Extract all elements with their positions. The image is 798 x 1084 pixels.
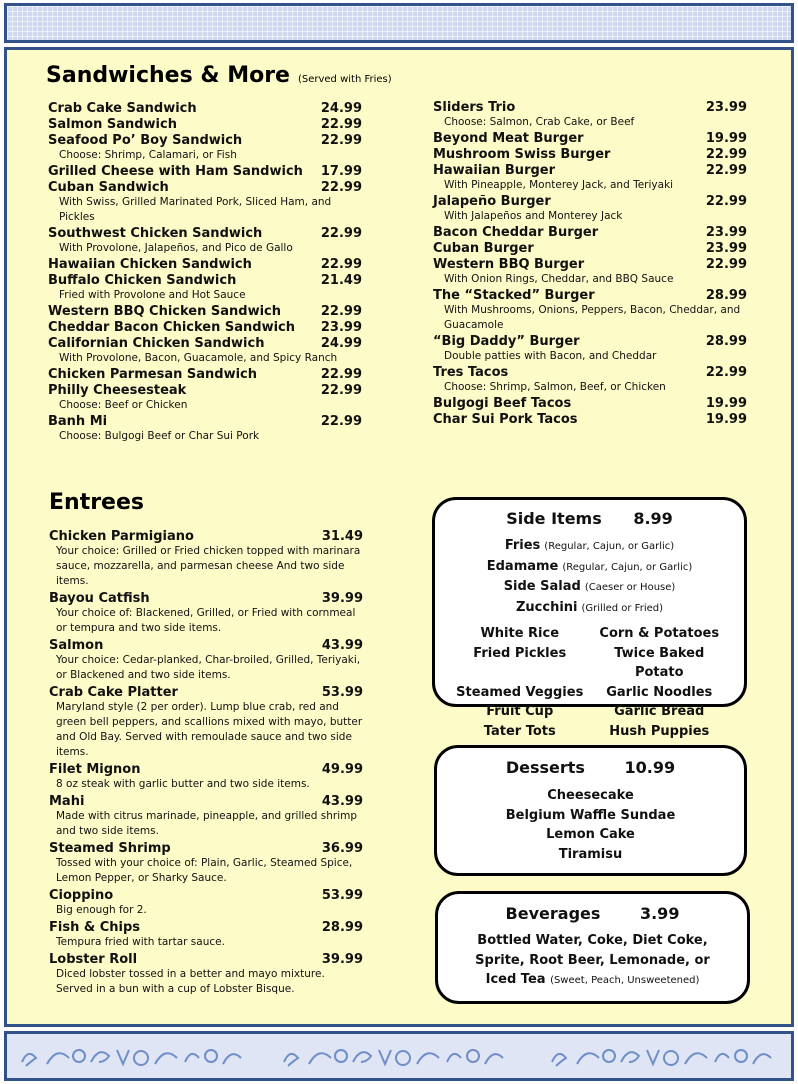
side-item-featured [435, 598, 744, 619]
desserts-title: Desserts [505, 758, 585, 777]
menu-item-row [433, 194, 747, 209]
desserts-list [437, 786, 744, 864]
menu-item-name: Bulgogi Beef Tacos [433, 396, 572, 411]
menu-item-name: Chicken Parmesan Sandwich [48, 367, 257, 382]
menu-item-price: 43.99 [321, 794, 363, 809]
dessert-item: Cheesecake [547, 788, 634, 803]
menu-item-row [49, 794, 363, 809]
menu-item-row [49, 920, 363, 935]
menu-item-description: Big enough for 2. [56, 904, 147, 916]
menu-item-name: Lobster Roll [49, 952, 138, 967]
side-item: Garlic Bread [614, 704, 705, 719]
menu-item-price: 36.99 [321, 841, 363, 856]
menu-item-name: Crab Cake Platter [49, 685, 178, 700]
menu-item [433, 100, 747, 130]
menu-item [49, 794, 363, 839]
menu-item [48, 117, 362, 132]
menu-item-description: Choose: Salmon, Crab Cake, or Beef [444, 116, 635, 128]
menu-item-name: Banh Mi [48, 414, 108, 429]
menu-panel [4, 47, 794, 1027]
side-item-note: (Caeser or House) [584, 582, 676, 593]
menu-item-name: Hawaiian Chicken Sandwich [48, 257, 252, 272]
menu-item-row [433, 241, 747, 256]
menu-item [433, 334, 747, 364]
menu-item-name: “Big Daddy” Burger [433, 334, 580, 349]
menu-item-description: With Mushrooms, Onions, Peppers, Bacon, Cheddar, and Guacamole [444, 304, 741, 331]
menu-item-name: Fish & Chips [49, 920, 141, 935]
menu-item-name: Cheddar Bacon Chicken Sandwich [48, 320, 296, 335]
beverages-title: Beverages [505, 904, 601, 923]
menu-item [49, 952, 363, 997]
side-item-name: Fries [504, 538, 541, 553]
menu-item-price: 39.99 [321, 591, 363, 606]
side-items-header [435, 509, 744, 528]
menu-item-description: 8 oz steak with garlic butter and two side items. [56, 778, 310, 790]
menu-item [433, 257, 747, 287]
menu-item-name: Bayou Catfish [49, 591, 150, 606]
menu-item-price: 22.99 [705, 257, 747, 272]
iced-tea-label: Iced Tea [485, 972, 546, 987]
menu-item-row [433, 100, 747, 115]
entrees-title: Entrees [49, 490, 144, 515]
menu-item [433, 163, 747, 193]
menu-item [48, 180, 362, 225]
menu-item-row [48, 383, 362, 398]
menu-item-description: Fried with Provolone and Hot Sauce [59, 289, 246, 301]
menu-item-name: Mushroom Swiss Burger [433, 147, 611, 162]
menu-item-name: Salmon [49, 638, 104, 653]
menu-item-row [433, 365, 747, 380]
menu-item-name: Filet Mignon [49, 762, 141, 777]
sandwiches-column-right [433, 100, 747, 428]
menu-item-name: Sliders Trio [433, 100, 516, 115]
menu-item-price: 22.99 [320, 304, 362, 319]
menu-item-row [48, 367, 362, 382]
menu-item-description: Choose: Shrimp, Salmon, Beef, or Chicken [444, 381, 666, 393]
menu-item [48, 304, 362, 319]
menu-item-price: 22.99 [320, 383, 362, 398]
menu-item-description: Tossed with your choice of: Plain, Garlic, Steamed Spice, Lemon Pepper, or Sharky Sauce. [56, 857, 353, 884]
menu-item-price: 31.49 [321, 529, 363, 544]
menu-item-row [433, 147, 747, 162]
desserts-box [434, 745, 747, 876]
menu-item [48, 367, 362, 382]
menu-item [433, 412, 747, 427]
menu-item-price: 22.99 [320, 180, 362, 195]
desserts-header [437, 758, 744, 777]
menu-item [49, 841, 363, 886]
menu-item-name: Californian Chicken Sandwich [48, 336, 265, 351]
menu-item [48, 336, 362, 366]
menu-item-row [433, 163, 747, 178]
menu-item [433, 241, 747, 256]
side-item: Garlic Noodles [606, 684, 713, 700]
side-item: Steamed Veggies [456, 684, 584, 700]
menu-item [49, 638, 363, 683]
menu-item-name: Steamed Shrimp [49, 841, 171, 856]
menu-item-row [433, 396, 747, 411]
menu-item-price: 22.99 [320, 133, 362, 148]
menu-item-name: The “Stacked” Burger [433, 288, 595, 303]
menu-item-price: 28.99 [321, 920, 363, 935]
menu-item-name: Mahi [49, 794, 85, 809]
menu-item-name: Beyond Meat Burger [433, 131, 584, 146]
menu-item-description: Choose: Shrimp, Calamari, or Fish [59, 149, 237, 161]
menu-item-description: With Jalapeños and Monterey Jack [444, 210, 623, 222]
menu-item-row [48, 117, 362, 132]
side-item: Corn & Potatoes [599, 626, 720, 641]
menu-item-row [48, 336, 362, 351]
menu-item [48, 273, 362, 303]
menu-item-price: 19.99 [705, 412, 747, 427]
menu-item-row [49, 638, 363, 653]
menu-item-price: 28.99 [705, 288, 747, 303]
menu-item-row [433, 412, 747, 427]
side-item: Hush Puppies [609, 723, 710, 739]
menu-item-row [49, 952, 363, 967]
menu-item-name: Southwest Chicken Sandwich [48, 226, 263, 241]
menu-item-price: 22.99 [320, 117, 362, 132]
bottom-decor-band [4, 1031, 794, 1081]
beverages-list [438, 931, 747, 991]
menu-item [433, 131, 747, 146]
menu-item-row [48, 164, 362, 179]
beverages-box [435, 891, 750, 1004]
menu-item-name: Grilled Cheese with Ham Sandwich [48, 164, 303, 179]
menu-item-description: With Provolone, Jalapeños, and Pico de Gallo [59, 242, 293, 254]
menu-item-price: 39.99 [321, 952, 363, 967]
menu-item-price: 23.99 [705, 241, 747, 256]
menu-item-row [48, 257, 362, 272]
menu-item-row [49, 529, 363, 544]
menu-item-price: 21.49 [320, 273, 362, 288]
menu-item-row [49, 888, 363, 903]
menu-item-description: Double patties with Bacon, and Cheddar [444, 350, 657, 362]
menu-item [48, 226, 362, 256]
menu-item [433, 396, 747, 411]
menu-item-row [48, 273, 362, 288]
menu-item-row [433, 225, 747, 240]
menu-item-row [48, 226, 362, 241]
menu-item-row [433, 334, 747, 349]
menu-item-price: 19.99 [705, 396, 747, 411]
beverages-line-iced-tea [438, 970, 747, 991]
menu-item-description: With Onion Rings, Cheddar, and BBQ Sauce [444, 273, 674, 285]
menu-item-description: Choose: Beef or Chicken [59, 399, 188, 411]
menu-item-price: 43.99 [321, 638, 363, 653]
desserts-price: 10.99 [624, 758, 676, 777]
side-items-box [432, 497, 747, 739]
shrimp-crab-deco-icon [17, 1042, 247, 1070]
menu-item-row [433, 288, 747, 303]
menu-item-name: Western BBQ Chicken Sandwich [48, 304, 282, 319]
iced-tea-note: (Sweet, Peach, Unsweetened) [550, 975, 700, 986]
menu-item-price: 19.99 [705, 131, 747, 146]
menu-item-description: With Provolone, Bacon, Guacamole, and Spicy Ranch [59, 352, 338, 364]
side-items-grid [453, 624, 726, 741]
menu-item-description: Your choice of: Blackened, Grilled, or Fried with cornmeal or tempura and two side items. [56, 607, 356, 634]
menu-item-price: 53.99 [321, 685, 363, 700]
menu-item [48, 383, 362, 413]
beverages-price: 3.99 [639, 904, 680, 923]
beverages-line: Sprite, Root Beer, Lemonade, or [475, 952, 710, 968]
side-item-name: Zucchini [515, 599, 578, 615]
menu-item-description: With Pineapple, Monterey Jack, and Teriyaki [444, 179, 674, 191]
side-item: Tater Tots [483, 723, 556, 739]
menu-item-row [433, 257, 747, 272]
menu-item-name: Hawaiian Burger [433, 163, 556, 178]
menu-item-name: Char Sui Pork Tacos [433, 412, 578, 427]
menu-item [48, 101, 362, 116]
menu-item-name: Cuban Burger [433, 241, 534, 256]
menu-item [48, 133, 362, 163]
side-item-name: Edamame [486, 558, 559, 574]
menu-item-row [49, 841, 363, 856]
side-item: Fruit Cup [486, 704, 554, 719]
menu-item [433, 288, 747, 333]
menu-item-price: 24.99 [320, 101, 362, 116]
menu-item [48, 164, 362, 179]
menu-item-price: 22.99 [705, 147, 747, 162]
beverages-header [438, 904, 747, 923]
menu-item-price: 53.99 [321, 888, 363, 903]
menu-item-description: Tempura fried with tartar sauce. [56, 936, 225, 948]
menu-item-name: Buffalo Chicken Sandwich [48, 273, 237, 288]
menu-item-name: Jalapeño Burger [433, 194, 551, 209]
menu-item-name: Salmon Sandwich [48, 117, 177, 132]
menu-item-row [48, 101, 362, 116]
dessert-item: Lemon Cake [546, 827, 635, 842]
menu-item-name: Tres Tacos [433, 365, 509, 380]
sandwiches-title: Sandwiches & More (Served with Fries) [46, 63, 392, 88]
menu-item-price: 17.99 [320, 164, 362, 179]
menu-item-row [49, 685, 363, 700]
sandwiches-column-left [48, 101, 362, 445]
menu-item-price: 22.99 [705, 163, 747, 178]
menu-item-row [48, 180, 362, 195]
menu-item [49, 685, 363, 760]
menu-item-row [49, 762, 363, 777]
top-gingham-band [4, 3, 794, 43]
menu-item-row [48, 414, 362, 429]
dessert-item: Belgium Waffle Sundae [505, 807, 676, 823]
side-item: Fried Pickles [473, 645, 567, 661]
side-item-featured [435, 536, 744, 557]
menu-item-price: 22.99 [705, 365, 747, 380]
menu-item-price: 23.99 [705, 225, 747, 240]
menu-item-price: 23.99 [705, 100, 747, 115]
beverages-line: Bottled Water, Coke, Diet Coke, [477, 933, 708, 948]
side-item-note: (Regular, Cajun, or Garlic) [544, 541, 675, 552]
dessert-item: Tiramisu [558, 846, 623, 862]
menu-item-description: Maryland style (2 per order). Lump blue crab, red and green bell peppers, and scallions mixed with mayo, butter and Old Bay. Served with remoulade sauce and two side items. [56, 701, 363, 758]
menu-item-price: 23.99 [320, 320, 362, 335]
menu-item [49, 591, 363, 636]
menu-item-price: 49.99 [321, 762, 363, 777]
menu-item [433, 194, 747, 224]
menu-item-description: Your choice: Cedar-planked, Char-broiled, Grilled, Teriyaki, or Blackened and two side items. [56, 654, 361, 681]
menu-item-description: Choose: Bulgogi Beef or Char Sui Pork [59, 430, 260, 442]
menu-item-price: 22.99 [320, 257, 362, 272]
side-item: White Rice [480, 626, 560, 641]
side-item-featured [435, 557, 744, 578]
menu-item-row [48, 320, 362, 335]
menu-item-name: Crab Cake Sandwich [48, 101, 197, 116]
menu-item [48, 320, 362, 335]
menu-item [433, 365, 747, 395]
menu-item-description: Your choice: Grilled or Fried chicken topped with marinara sauce, mozzarella, and parmesan cheese And two side items. [56, 545, 361, 587]
menu-item-name: Philly Cheesesteak [48, 383, 187, 398]
side-item-name: Side Salad [503, 579, 581, 594]
menu-item-row [433, 131, 747, 146]
served-with-fries-note: (Served with Fries) [297, 74, 392, 85]
menu-item-price: 28.99 [705, 334, 747, 349]
menu-item-description: With Swiss, Grilled Marinated Pork, Sliced Ham, and Pickles [59, 196, 332, 223]
side-items-title: Side Items [506, 509, 602, 528]
side-item-note: (Grilled or Fried) [581, 602, 663, 614]
menu-item [433, 225, 747, 240]
menu-item-row [49, 591, 363, 606]
menu-item-name: Cuban Sandwich [48, 180, 169, 195]
menu-item-price: 24.99 [320, 336, 362, 351]
side-item: Twice Baked Potato [614, 645, 705, 680]
menu-item [48, 414, 362, 444]
side-item-featured [435, 577, 744, 598]
menu-item [433, 147, 747, 162]
menu-item [48, 257, 362, 272]
menu-item-price: 22.99 [320, 226, 362, 241]
menu-item-description: Diced lobster tossed in a better and mayo mixture. Served in a bun with a cup of Lobster Bisque. [56, 968, 325, 995]
shrimp-crab-deco-icon [547, 1042, 777, 1070]
side-item-note: (Regular, Cajun, or Garlic) [562, 561, 693, 573]
menu-item-description: Made with citrus marinade, pineapple, and grilled shrimp and two side items. [56, 810, 357, 837]
menu-item [49, 920, 363, 950]
menu-item-price: 22.99 [320, 414, 362, 429]
menu-item-price: 22.99 [320, 367, 362, 382]
menu-item-name: Bacon Cheddar Burger [433, 225, 599, 240]
menu-item-price: 22.99 [705, 194, 747, 209]
menu-item [49, 762, 363, 792]
menu-item-row [48, 304, 362, 319]
side-items-price: 8.99 [633, 509, 673, 528]
menu-item-name: Seafood Po’ Boy Sandwich [48, 133, 243, 148]
menu-item [49, 888, 363, 918]
menu-item-name: Cioppino [49, 888, 114, 903]
shrimp-crab-deco-icon [279, 1042, 509, 1070]
entrees-column [49, 529, 363, 999]
menu-item-row [48, 133, 362, 148]
side-items-featured [435, 536, 744, 618]
menu-item-name: Western BBQ Burger [433, 257, 585, 272]
menu-item-name: Chicken Parmigiano [49, 529, 194, 544]
menu-item [49, 529, 363, 589]
